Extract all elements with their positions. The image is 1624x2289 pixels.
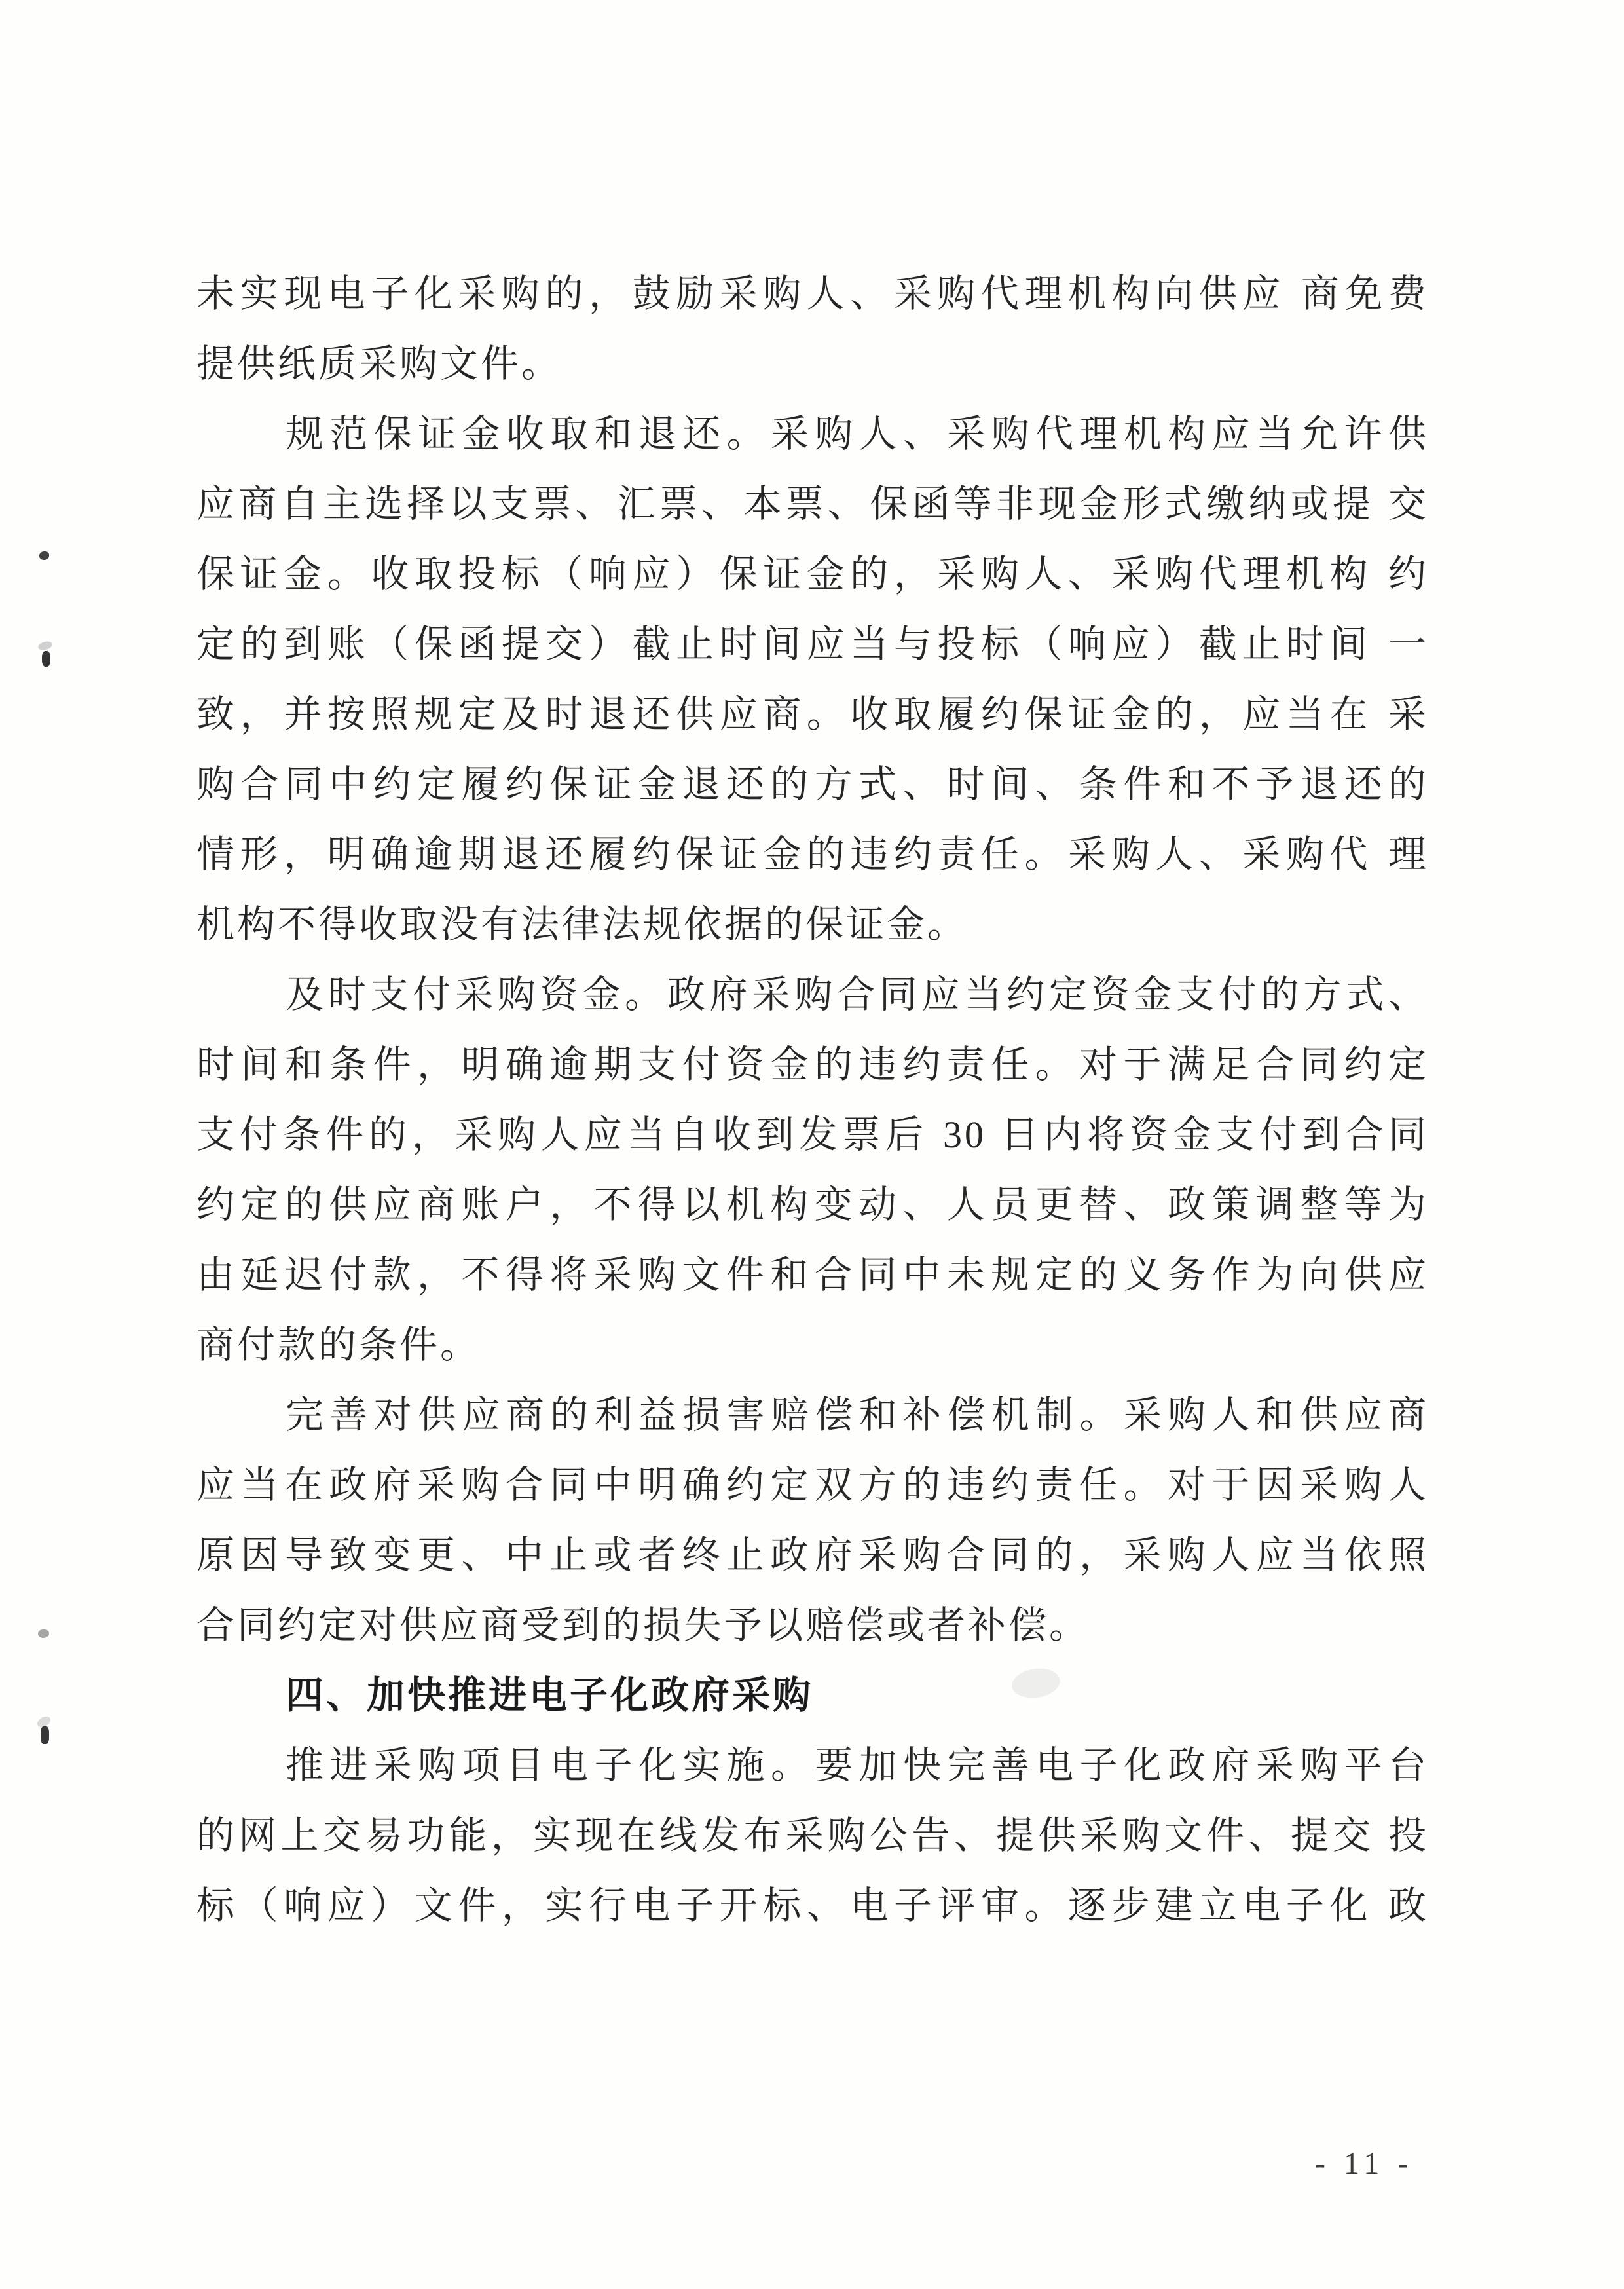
text-line: 的网上交易功能，实现在线发布采购公告、提供采购文件、提交 投 <box>196 1814 1429 1857</box>
text-line: 规范保证金收取和退还。采购人、采购代理机构应当允许供 <box>286 413 1429 455</box>
text-line: 保证金。收取投标（响应）保证金的，采购人、采购代理机构 约 <box>196 553 1429 595</box>
scan-speck <box>38 1629 49 1638</box>
scan-speck <box>42 651 50 667</box>
text-line: 应商自主选择以支票、汇票、本票、保函等非现金形式缴纳或提 交 <box>196 483 1429 525</box>
text-line: 机构不得收取没有法律法规依据的保证金。 <box>196 903 969 946</box>
scan-smudge <box>35 1714 52 1729</box>
text-line: 约定的供应商账户，不得以机构变动、人员更替、政策调整等为 <box>196 1183 1429 1226</box>
text-column <box>196 259 1429 1941</box>
text-line: 支付条件的，采购人应当自收到发票后 30 日内将资金支付到合同 <box>196 1113 1429 1156</box>
page-number: - 11 - <box>1315 2146 1414 2181</box>
text-line: 情形，明确逾期退还履约保证金的违约责任。采购人、采购代 理 <box>196 833 1429 876</box>
text-line: 合同约定对供应商受到的损失予以赔偿或者补偿。 <box>196 1604 1090 1647</box>
scan-speck <box>41 1726 49 1744</box>
text-line: 及时支付采购资金。政府采购合同应当约定资金支付的方式、 <box>286 973 1429 1016</box>
scan-smudge <box>37 640 53 651</box>
text-line: 商付款的条件。 <box>196 1324 481 1366</box>
text-line: 完善对供应商的利益损害赔偿和补偿机制。采购人和供应商 <box>286 1394 1429 1436</box>
text-line: 未实现电子化采购的，鼓励采购人、采购代理机构向供应 商免费 <box>196 272 1429 315</box>
text-line: 致，并按照规定及时退还供应商。收取履约保证金的，应当在 采 <box>196 693 1429 735</box>
text-line: 时间和条件，明确逾期支付资金的违约责任。对于满足合同约定 <box>196 1043 1429 1086</box>
text-line: 由延迟付款，不得将采购文件和合同中未规定的义务作为向供应 <box>196 1254 1429 1296</box>
scan-speck <box>39 551 49 560</box>
text-line: 推进采购项目电子化实施。要加快完善电子化政府采购平台 <box>286 1744 1429 1787</box>
section-heading: 四、加快推进电子化政府采购 <box>286 1674 814 1717</box>
text-line: 定的到账（保函提交）截止时间应当与投标（响应）截止时间 一 <box>196 623 1429 665</box>
text-line: 提供纸质采购文件。 <box>196 343 563 385</box>
text-line: 原因导致变更、中止或者终止政府采购合同的，采购人应当依照 <box>196 1534 1429 1576</box>
text-line: 标（响应）文件，实行电子开标、电子评审。逐步建立电子化 政 <box>196 1884 1429 1927</box>
text-line: 购合同中约定履约保证金退还的方式、时间、条件和不予退还的 <box>196 763 1429 806</box>
text-line: 应当在政府采购合同中明确约定双方的违约责任。对于因采购人 <box>196 1464 1429 1506</box>
